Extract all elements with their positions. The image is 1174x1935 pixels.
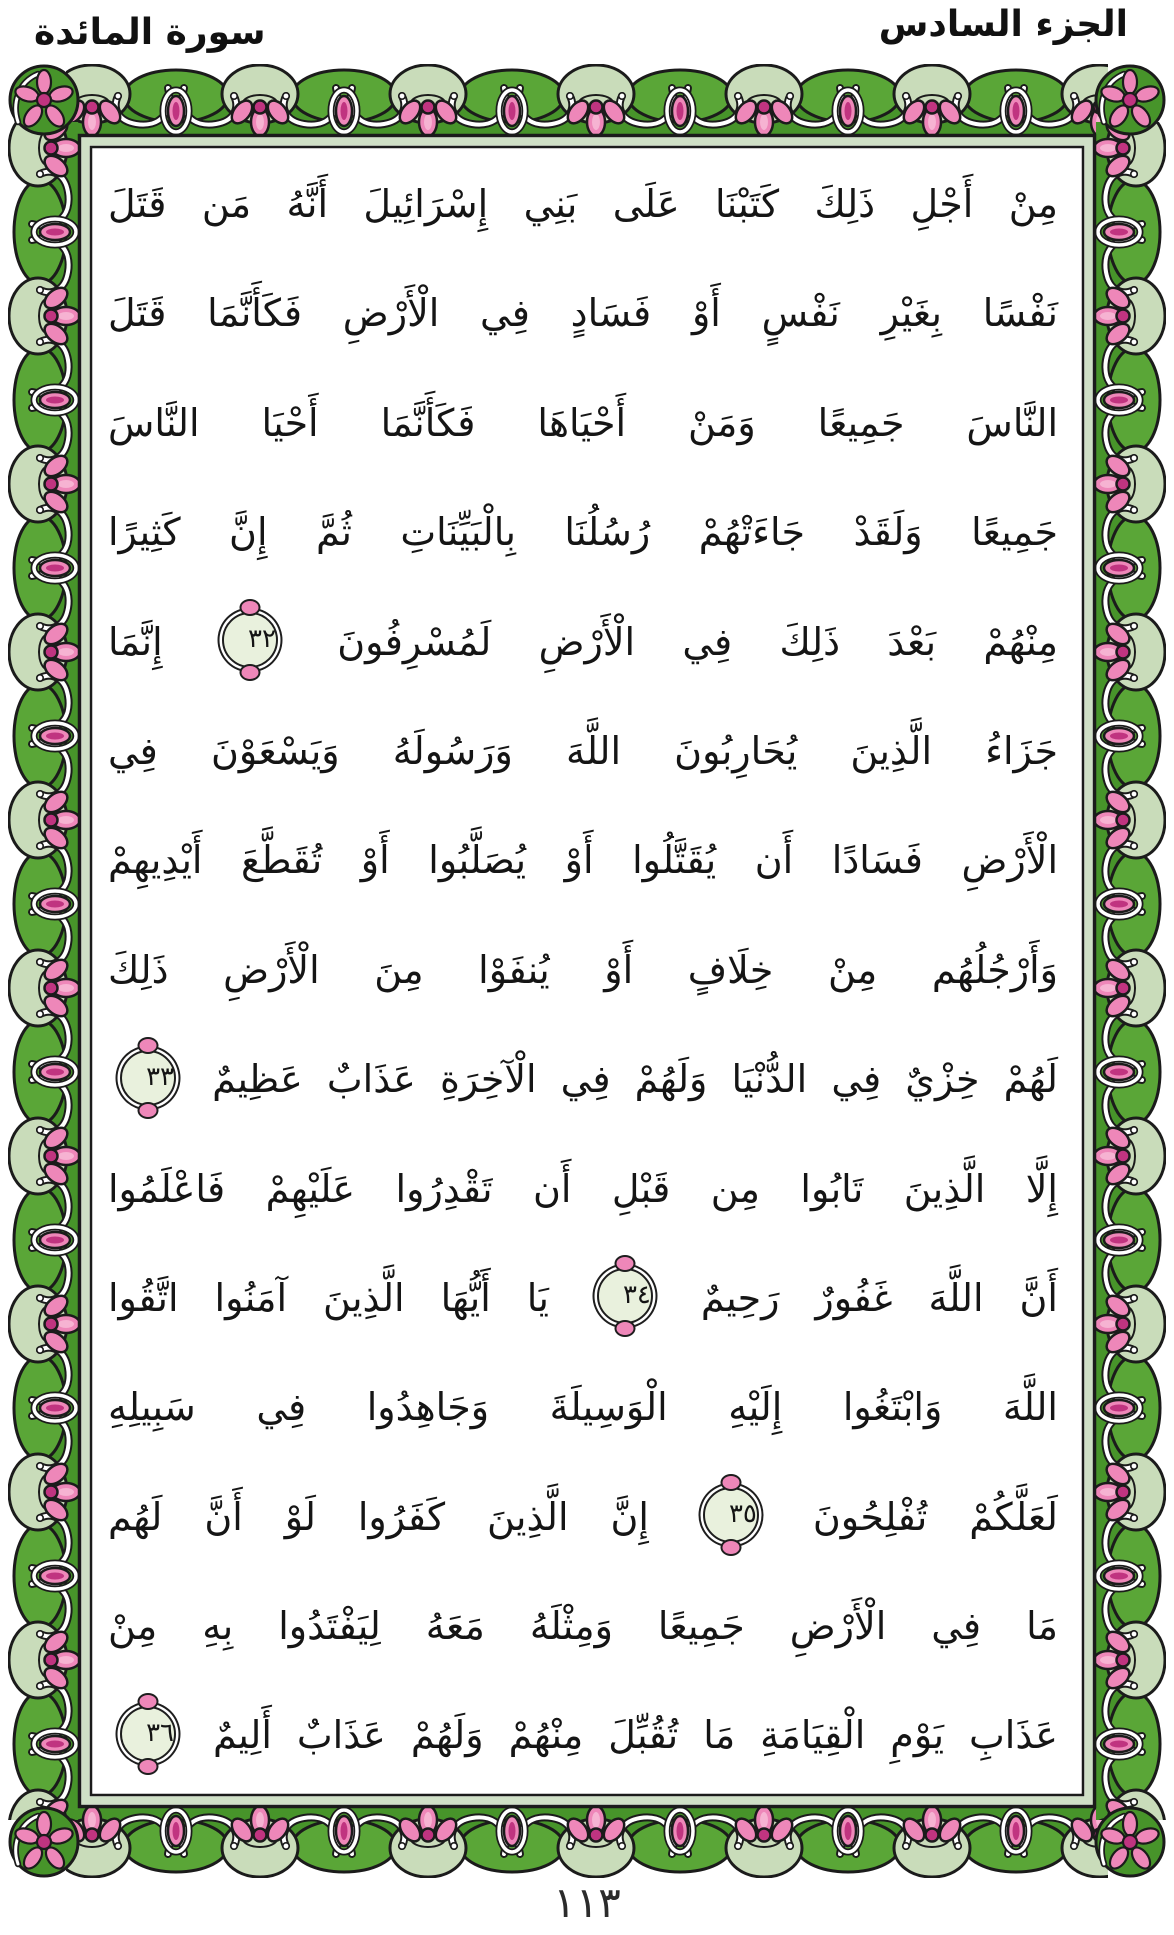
quran-text-segment: النَّاسَ جَمِيعًا وَمَنْ أَحْيَاهَا فَكَأَنَّمَا أَحْيَا النَّاسَ xyxy=(108,400,1058,445)
quran-text-segment: مَا فِي الْأَرْضِ جَمِيعًا وَمِثْلَهُ مَعَهُ لِيَفْتَدُوا بِهِ مِنْ xyxy=(108,1604,1058,1649)
border-corner-bottom-left xyxy=(10,1808,78,1876)
ayah-end-rosette xyxy=(120,1050,176,1106)
quran-text-area xyxy=(102,150,1064,1792)
quran-text-segment: جَزَاءُ الَّذِينَ يُحَارِبُونَ اللَّهَ وَرَسُولَهُ وَيَسْعَوْنَ فِي xyxy=(108,728,1058,773)
quran-line xyxy=(102,150,1064,259)
juz-label: الجزء السادس xyxy=(878,4,1128,45)
surah-label: سورة المائدة xyxy=(34,12,266,53)
quran-line xyxy=(102,1463,1064,1572)
quran-line xyxy=(102,1244,1064,1353)
ayah-end-rosette xyxy=(597,1268,653,1324)
quran-line xyxy=(102,1681,1064,1790)
page-number: ١١٣ xyxy=(553,1878,621,1927)
ayah-number: ٣٤ xyxy=(622,1280,651,1311)
ayah-end-rosette xyxy=(703,1487,759,1543)
quran-text-segment: لَعَلَّكُمْ تُفْلِحُونَ xyxy=(812,1494,1058,1539)
quran-line xyxy=(102,478,1064,587)
ayah-number: ٣٦ xyxy=(146,1717,174,1748)
quran-line xyxy=(102,588,1064,697)
quran-text-segment: أَنَّ اللَّهَ غَفُورٌ رَحِيمٌ xyxy=(700,1275,1058,1320)
quran-line xyxy=(102,259,1064,368)
quran-line xyxy=(102,1572,1064,1681)
quran-text-segment: وَأَرْجُلُهُم مِنْ خِلَافٍ أَوْ يُنفَوْا مِنَ الْأَرْضِ ذَلِكَ xyxy=(108,947,1058,992)
border-bottom-band xyxy=(66,1808,1108,1878)
quran-text-segment: عَذَابِ يَوْمِ الْقِيَامَةِ مَا تُقُبِّلَ مِنْهُمْ وَلَهُمْ عَذَابٌ أَلِيمٌ xyxy=(213,1713,1058,1758)
ayah-number: ٣٢ xyxy=(248,624,276,655)
quran-line xyxy=(102,1135,1064,1244)
ayah-end-rosette xyxy=(120,1706,176,1762)
quran-line xyxy=(102,697,1064,806)
quran-line xyxy=(102,806,1064,915)
quran-text-segment: مِنْهُمْ بَعْدَ ذَلِكَ فِي الْأَرْضِ لَمُسْرِفُونَ xyxy=(337,619,1058,664)
quran-text-segment: اللَّهَ وَابْتَغُوا إِلَيْهِ الْوَسِيلَةَ وَجَاهِدُوا فِي سَبِيلِهِ xyxy=(108,1385,1058,1430)
border-left-band xyxy=(8,122,78,1820)
border-corner-top-right xyxy=(1096,66,1164,134)
quran-text-segment: إِنَّمَا xyxy=(108,619,163,664)
quran-text-segment: إِنَّ الَّذِينَ كَفَرُوا لَوْ أَنَّ لَهُم xyxy=(108,1494,649,1539)
quran-line xyxy=(102,1025,1064,1134)
quran-text-segment: مِنْ أَجْلِ ذَلِكَ كَتَبْنَا عَلَى بَنِي إِسْرَائِيلَ أَنَّهُ مَن قَتَلَ xyxy=(108,182,1058,226)
border-right-band xyxy=(1096,122,1166,1820)
quran-text-segment: إِلَّا الَّذِينَ تَابُوا مِن قَبْلِ أَن تَقْدِرُوا عَلَيْهِمْ فَاعْلَمُوا xyxy=(108,1166,1058,1211)
quran-text-segment: نَفْسًا بِغَيْرِ نَفْسٍ أَوْ فَسَادٍ فِي الْأَرْضِ فَكَأَنَّمَا قَتَلَ xyxy=(108,291,1058,336)
quran-line xyxy=(102,916,1064,1025)
quran-line xyxy=(102,1353,1064,1462)
border-top-band xyxy=(66,64,1108,134)
border-corner-top-left xyxy=(10,66,78,134)
quran-line xyxy=(102,369,1064,478)
quran-text-segment: يَا أَيُّهَا الَّذِينَ آمَنُوا اتَّقُوا xyxy=(108,1275,549,1320)
quran-text-segment: جَمِيعًا وَلَقَدْ جَاءَتْهُمْ رُسُلُنَا بِالْبَيِّنَاتِ ثُمَّ إِنَّ كَثِيرًا xyxy=(108,510,1058,555)
quran-text-segment: الْأَرْضِ فَسَادًا أَن يُقَتَّلُوا أَوْ يُصَلَّبُوا أَوْ تُقَطَّعَ أَيْدِيهِمْ xyxy=(108,838,1058,883)
quran-text-segment: لَهُمْ خِزْيٌ فِي الدُّنْيَا وَلَهُمْ فِي الْآخِرَةِ عَذَابٌ عَظِيمٌ xyxy=(212,1057,1058,1102)
ayah-end-rosette xyxy=(222,612,278,668)
border-corner-bottom-right xyxy=(1096,1808,1164,1876)
ayah-number: ٣٣ xyxy=(146,1061,174,1092)
ayah-number: ٣٥ xyxy=(728,1499,757,1530)
